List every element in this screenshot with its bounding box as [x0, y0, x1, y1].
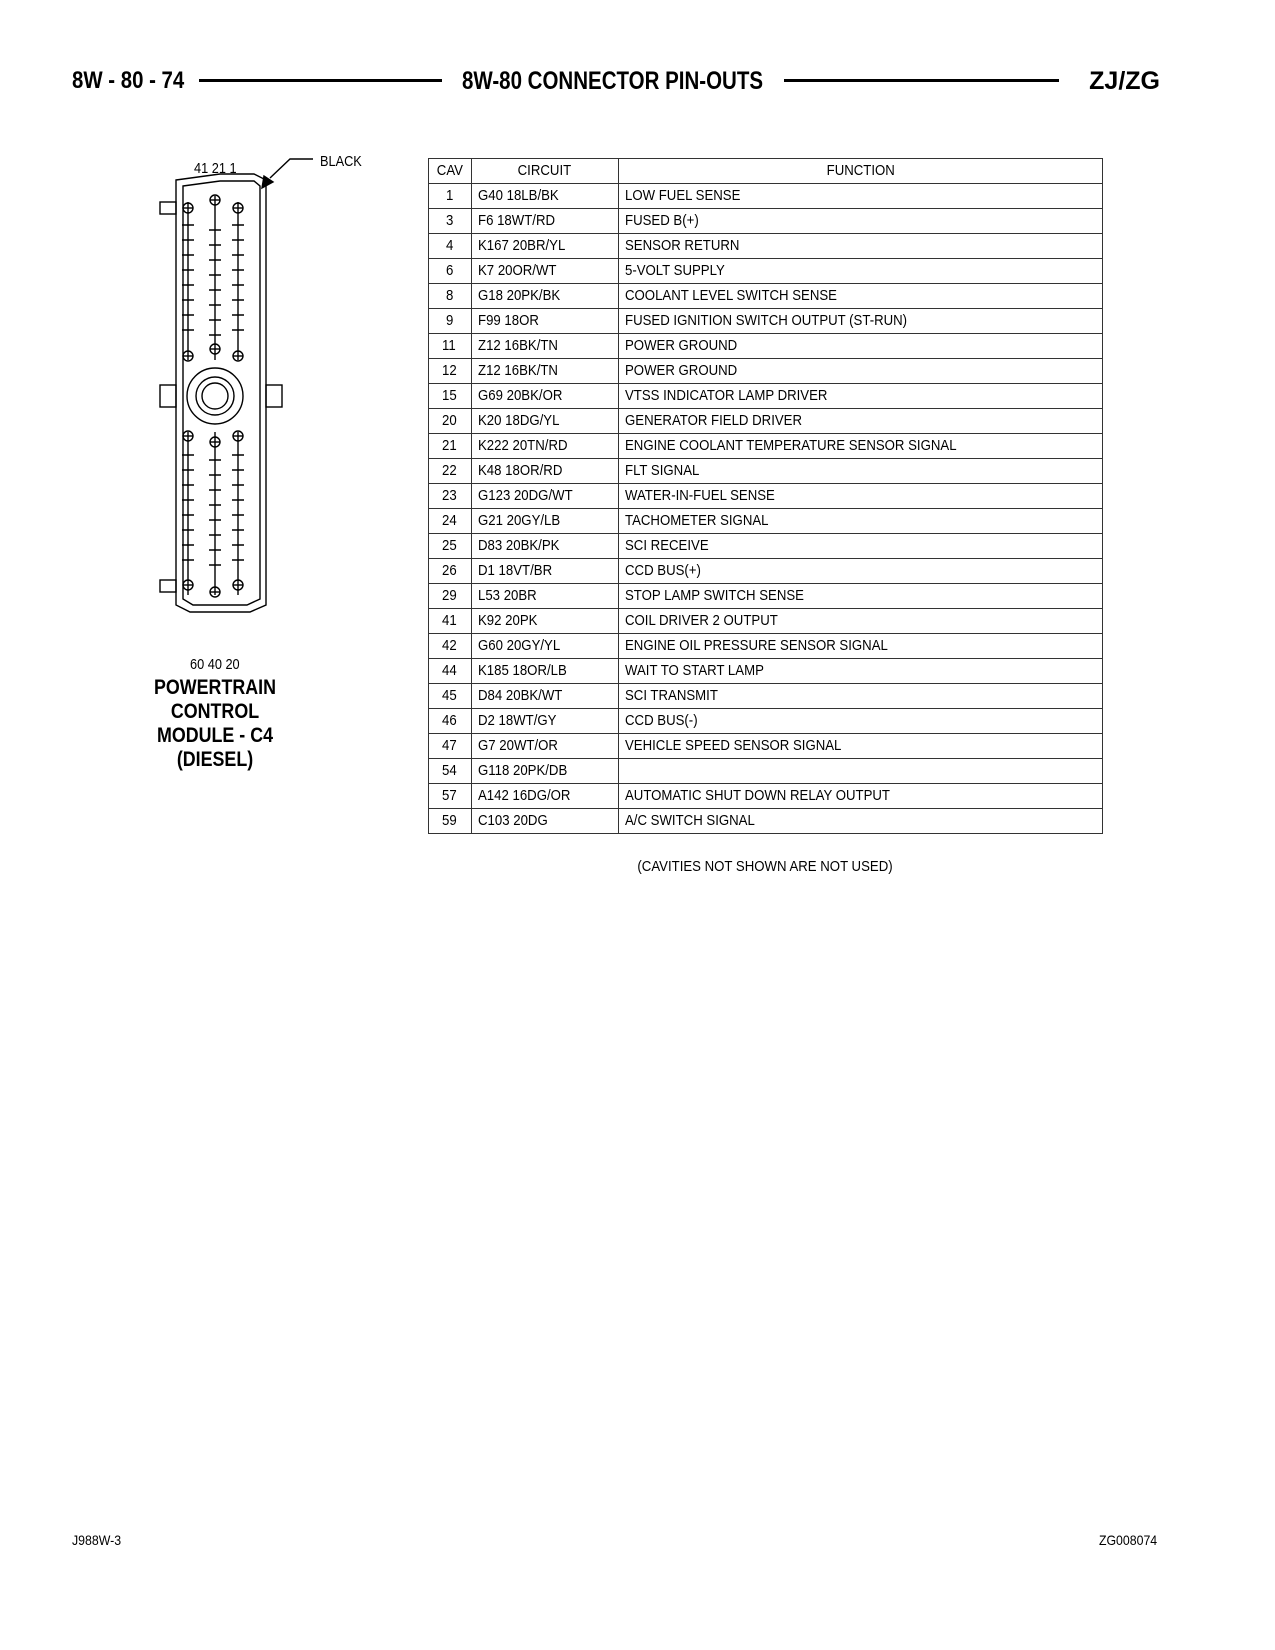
- cav-cell: 44: [429, 659, 472, 684]
- table-header-row: [429, 159, 1103, 184]
- table-row: [429, 784, 1103, 809]
- table-row: [429, 209, 1103, 234]
- function-cell: SCI RECEIVE: [618, 534, 1102, 559]
- cav-cell: 1: [429, 184, 472, 209]
- connector-drawing: [150, 150, 380, 650]
- column-header-cav: CAV: [429, 159, 472, 184]
- cav-cell: 26: [429, 559, 472, 584]
- circuit-cell: G18 20PK/BK: [471, 284, 618, 309]
- module-name-line: POWERTRAIN: [154, 676, 276, 699]
- circuit-cell: D1 18VT/BR: [471, 559, 618, 584]
- connector-color-label: BLACK: [320, 153, 362, 170]
- table-row: [429, 484, 1103, 509]
- table-row: [429, 334, 1103, 359]
- cav-cell: 57: [429, 784, 472, 809]
- circuit-cell: K20 18DG/YL: [471, 409, 618, 434]
- module-name-line: MODULE - C4: [156, 724, 274, 747]
- connector-housing-inner: [183, 181, 260, 605]
- cav-cell: 8: [429, 284, 472, 309]
- function-cell: SENSOR RETURN: [618, 234, 1102, 259]
- table-row: [429, 759, 1103, 784]
- footer-left-code: J988W-3: [72, 1532, 122, 1548]
- function-cell: LOW FUEL SENSE: [618, 184, 1102, 209]
- circuit-cell: K7 20OR/WT: [471, 259, 618, 284]
- function-cell: VEHICLE SPEED SENSOR SIGNAL: [618, 734, 1102, 759]
- function-cell: VTSS INDICATOR LAMP DRIVER: [618, 384, 1102, 409]
- function-cell: STOP LAMP SWITCH SENSE: [618, 584, 1102, 609]
- function-cell: ENGINE OIL PRESSURE SENSOR SIGNAL: [618, 634, 1102, 659]
- table-row: [429, 184, 1103, 209]
- circuit-cell: G7 20WT/OR: [471, 734, 618, 759]
- circuit-cell: G118 20PK/DB: [471, 759, 618, 784]
- footer-right-code: ZG008074: [1098, 1532, 1157, 1548]
- function-cell: A/C SWITCH SIGNAL: [618, 809, 1102, 834]
- connector-latch-top: [160, 202, 176, 214]
- cav-cell: 22: [429, 459, 472, 484]
- cav-cell: 54: [429, 759, 472, 784]
- table-row: [429, 234, 1103, 259]
- function-cell: FLT SIGNAL: [618, 459, 1102, 484]
- cav-cell: 29: [429, 584, 472, 609]
- table-row: [429, 409, 1103, 434]
- header-rule-left: [199, 79, 442, 82]
- circuit-cell: L53 20BR: [471, 584, 618, 609]
- cav-cell: 25: [429, 534, 472, 559]
- page-header: [72, 66, 1160, 96]
- circuit-cell: Z12 16BK/TN: [471, 359, 618, 384]
- table-row: [429, 509, 1103, 534]
- circuit-cell: G123 20DG/WT: [471, 484, 618, 509]
- module-name-line: (DIESEL): [176, 748, 254, 771]
- cav-cell: 23: [429, 484, 472, 509]
- table-row: [429, 434, 1103, 459]
- table-row: [429, 284, 1103, 309]
- circuit-cell: K48 18OR/RD: [471, 459, 618, 484]
- connector-tab-left: [160, 385, 176, 407]
- page-number: 8W - 80 - 74: [72, 67, 185, 94]
- cav-cell: 11: [429, 334, 472, 359]
- function-cell: TACHOMETER SIGNAL: [618, 509, 1102, 534]
- table-row: [429, 359, 1103, 384]
- circuit-cell: D83 20BK/PK: [471, 534, 618, 559]
- circuit-cell: K92 20PK: [471, 609, 618, 634]
- function-cell: GENERATOR FIELD DRIVER: [618, 409, 1102, 434]
- unused-cavities-note: (CAVITIES NOT SHOWN ARE NOT USED): [637, 858, 894, 875]
- table-row: [429, 384, 1103, 409]
- connector-latch-bottom: [160, 580, 176, 592]
- circuit-cell: K185 18OR/LB: [471, 659, 618, 684]
- pinout-table: [428, 158, 1103, 834]
- cav-cell: 46: [429, 709, 472, 734]
- cav-cell: 21: [429, 434, 472, 459]
- cav-cell: 59: [429, 809, 472, 834]
- function-cell: CCD BUS(+): [618, 559, 1102, 584]
- connector-arrowhead: [262, 176, 273, 188]
- table-row: [429, 559, 1103, 584]
- table-row: [429, 309, 1103, 334]
- header-rule-right: [784, 79, 1059, 82]
- circuit-cell: K222 20TN/RD: [471, 434, 618, 459]
- table-row: [429, 534, 1103, 559]
- function-cell: FUSED IGNITION SWITCH OUTPUT (ST-RUN): [618, 309, 1102, 334]
- function-cell: POWER GROUND: [618, 359, 1102, 384]
- function-cell: 5-VOLT SUPPLY: [618, 259, 1102, 284]
- circuit-cell: F6 18WT/RD: [471, 209, 618, 234]
- table-row: [429, 809, 1103, 834]
- table-row: [429, 684, 1103, 709]
- table-row: [429, 259, 1103, 284]
- function-cell: WATER-IN-FUEL SENSE: [618, 484, 1102, 509]
- circuit-cell: F99 18OR: [471, 309, 618, 334]
- connector-leader-line: [270, 159, 313, 178]
- table-row: [429, 459, 1103, 484]
- cav-cell: 47: [429, 734, 472, 759]
- function-cell: WAIT TO START LAMP: [618, 659, 1102, 684]
- cav-cell: 15: [429, 384, 472, 409]
- table-row: [429, 709, 1103, 734]
- circuit-cell: A142 16DG/OR: [471, 784, 618, 809]
- cav-cell: 4: [429, 234, 472, 259]
- circuit-cell: G60 20GY/YL: [471, 634, 618, 659]
- circuit-cell: D2 18WT/GY: [471, 709, 618, 734]
- column-header-function: FUNCTION: [618, 159, 1102, 184]
- cav-cell: 41: [429, 609, 472, 634]
- cav-cell: 12: [429, 359, 472, 384]
- function-cell: AUTOMATIC SHUT DOWN RELAY OUTPUT: [618, 784, 1102, 809]
- circuit-cell: C103 20DG: [471, 809, 618, 834]
- circuit-cell: D84 20BK/WT: [471, 684, 618, 709]
- circuit-cell: G21 20GY/LB: [471, 509, 618, 534]
- module-name: [143, 676, 288, 772]
- table-row: [429, 659, 1103, 684]
- function-cell: SCI TRANSMIT: [618, 684, 1102, 709]
- cav-cell: 20: [429, 409, 472, 434]
- table-row: [429, 734, 1103, 759]
- page-title: 8W-80 CONNECTOR PIN-OUTS: [462, 67, 764, 95]
- function-cell: [618, 759, 1102, 784]
- column-header-circuit: CIRCUIT: [471, 159, 618, 184]
- connector-tab-right: [266, 385, 282, 407]
- connector-diagram: [150, 150, 380, 673]
- function-cell: COOLANT LEVEL SWITCH SENSE: [618, 284, 1102, 309]
- circuit-cell: G40 18LB/BK: [471, 184, 618, 209]
- table-row: [429, 584, 1103, 609]
- module-name-line: CONTROL: [170, 700, 260, 723]
- table-body: [429, 184, 1103, 834]
- function-cell: POWER GROUND: [618, 334, 1102, 359]
- cav-cell: 9: [429, 309, 472, 334]
- table-row: [429, 609, 1103, 634]
- connector-pin-labels-top: 41 21 1: [194, 160, 237, 177]
- cav-cell: 24: [429, 509, 472, 534]
- connector-pin-labels-bottom: 60 40 20: [190, 656, 240, 673]
- function-cell: ENGINE COOLANT TEMPERATURE SENSOR SIGNAL: [618, 434, 1102, 459]
- function-cell: CCD BUS(-): [618, 709, 1102, 734]
- cav-cell: 45: [429, 684, 472, 709]
- circuit-cell: K167 20BR/YL: [471, 234, 618, 259]
- cav-cell: 3: [429, 209, 472, 234]
- circuit-cell: Z12 16BK/TN: [471, 334, 618, 359]
- connector-center-bore-inner: [202, 383, 228, 409]
- model-code: ZJ/ZG: [1089, 67, 1160, 95]
- cav-cell: 42: [429, 634, 472, 659]
- cav-cell: 6: [429, 259, 472, 284]
- table-row: [429, 634, 1103, 659]
- function-cell: COIL DRIVER 2 OUTPUT: [618, 609, 1102, 634]
- function-cell: FUSED B(+): [618, 209, 1102, 234]
- circuit-cell: G69 20BK/OR: [471, 384, 618, 409]
